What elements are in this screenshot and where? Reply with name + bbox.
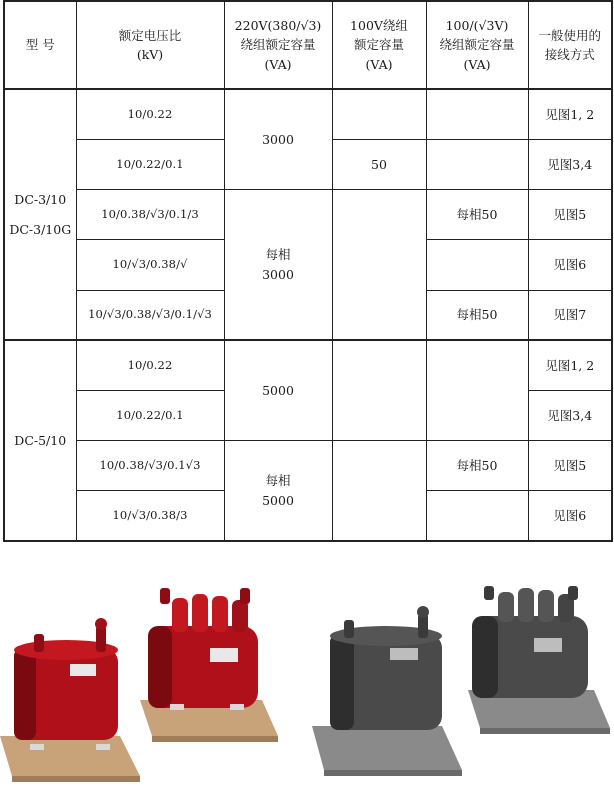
header-wiring: 一般使用的 接线方式 [528,1,612,89]
wiring-cell: 见图3,4 [528,139,612,189]
table-row [4,89,612,139]
ratio-cell: 10/0.38/√3/0.1√3 [76,441,224,491]
cap100v-cell [332,89,426,139]
cap100v-cell: 50 [332,139,426,189]
cap100-sqrt3-cell: 每相50 [426,190,528,240]
cap220-cell: 每相 5000 [224,441,332,541]
ratio-cell: 10/√3/0.38/√ [76,240,224,290]
wiring-cell: 见图1, 2 [528,89,612,139]
cap100-sqrt3-cell [426,139,528,189]
ratio-cell: 10/0.22 [76,340,224,390]
cap220-cell: 3000 [224,89,332,189]
cap100v-cell [332,190,426,341]
cap100-sqrt3-cell: 每相50 [426,441,528,491]
cap220-cell: 5000 [224,340,332,440]
product-photo-gray [312,586,612,796]
cap100-sqrt3-cell [426,89,528,139]
ratio-cell: 10/√3/0.38/√3/0.1/√3 [76,290,224,340]
ratio-cell: 10/0.22/0.1 [76,139,224,189]
wiring-cell: 见图3,4 [528,390,612,440]
table-row [4,441,612,491]
transformer-small-gray [312,606,462,776]
ratio-cell: 10/0.22 [76,89,224,139]
ratio-cell: 10/0.22/0.1 [76,390,224,440]
table-row [4,340,612,390]
transformer-large-color [140,588,278,742]
cap100-sqrt3-cell: 每相50 [426,290,528,340]
model-cell: DC-5/10 [4,340,76,541]
cap100v-cell [332,441,426,541]
header-220v-capacity: 220V(380/√3) 绕组额定容量 (VA) [224,1,332,89]
table-row [4,190,612,240]
transformer-small-color [0,618,140,782]
wiring-cell: 见图7 [528,290,612,340]
cap100-sqrt3-cell [426,240,528,290]
ratio-cell: 10/0.38/√3/0.1/3 [76,190,224,240]
header-100v-capacity: 100V绕组 额定容量 (VA) [332,1,426,89]
wiring-cell: 见图5 [528,441,612,491]
cap100v-cell [332,340,426,440]
cap100-sqrt3-cell [426,340,528,440]
transformer-large-gray [468,586,610,734]
wiring-cell: 见图6 [528,491,612,541]
spec-table [3,0,611,542]
header-model: 型 号 [4,1,76,89]
model-cell: DC-3/10 DC-3/10G [4,89,76,340]
cap220-cell: 每相 3000 [224,190,332,341]
header-100-sqrt3-capacity: 100/(√3V) 绕组额定容量 (VA) [426,1,528,89]
wiring-cell: 见图1, 2 [528,340,612,390]
product-photo-color [0,586,280,796]
wiring-cell: 见图6 [528,240,612,290]
wiring-cell: 见图5 [528,190,612,240]
ratio-cell: 10/√3/0.38/3 [76,491,224,541]
cap100-sqrt3-cell [426,491,528,541]
header-voltage-ratio: 额定电压比 (kV) [76,1,224,89]
